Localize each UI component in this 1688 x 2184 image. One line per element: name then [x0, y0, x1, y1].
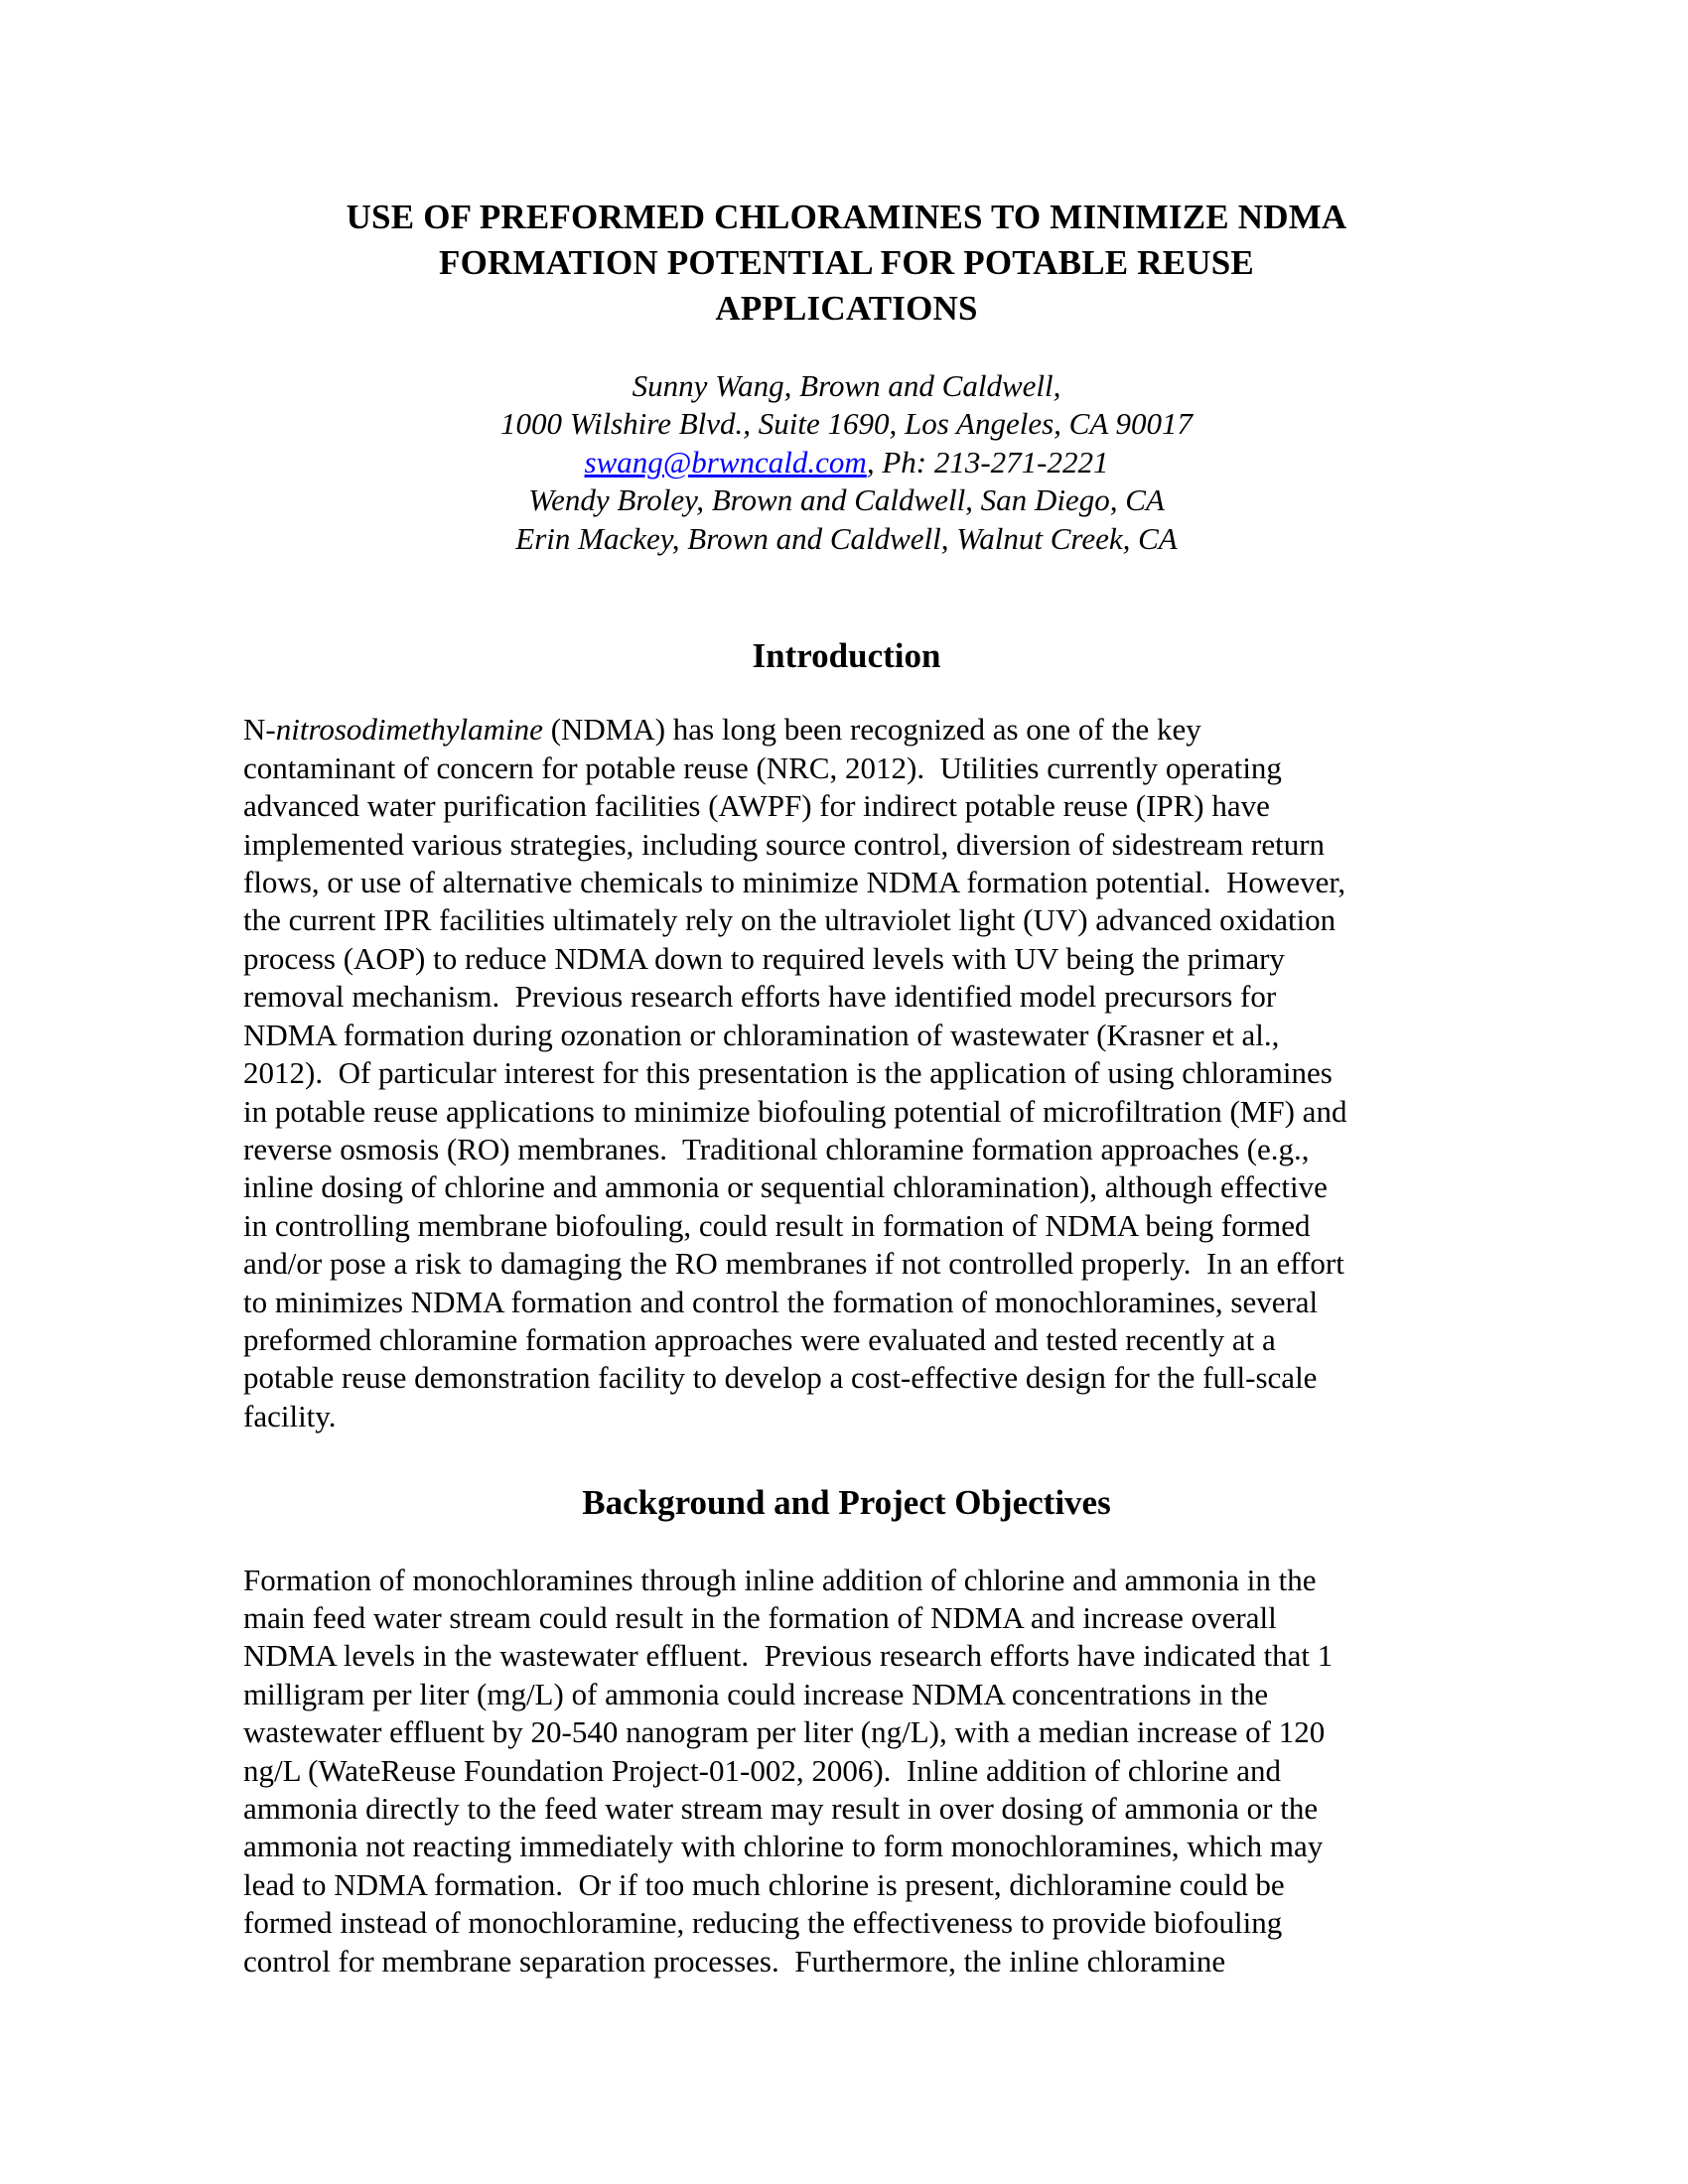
author-contact-line: [243, 444, 1450, 481]
email-link[interactable]: swang@brwncald.com: [584, 444, 867, 479]
paragraph-line: wastewater effluent by 20-540 nanogram per liter (ng/L), with a median increase of 120: [243, 1714, 1326, 1750]
paragraph-line: control for membrane separation processes. Furthermore, the inline chloramine: [243, 1943, 1226, 1979]
paragraph-line: ammonia not reacting immediately with chlorine to form monochloramines, which may: [243, 1829, 1324, 1864]
paragraph-line: potable reuse demonstration facility to develop a cost-effective design for the full-scale: [243, 1360, 1318, 1396]
paragraph-line: in controlling membrane biofouling, could result in formation of NDMA being formed: [243, 1207, 1311, 1243]
paragraph-line: process (AOP) to reduce NDMA down to required levels with UV being the primary: [243, 940, 1285, 976]
paragraph-line: in potable reuse applications to minimize biofouling potential of microfiltration (MF) and: [243, 1093, 1347, 1129]
paragraph-line: ammonia directly to the feed water stream may result in over dosing of ammonia or the: [243, 1791, 1319, 1826]
paper-title-line: APPLICATIONS: [715, 289, 978, 328]
italic-chemical-name: nitrosodimethylamine: [275, 712, 543, 748]
paragraph-line: contaminant of concern for potable reuse (NRC, 2012). Utilities currently operating: [243, 750, 1282, 785]
paragraph-line: [243, 711, 1450, 749]
paragraph-line: milligram per liter (mg/L) of ammonia could increase NDMA concentrations in the: [243, 1676, 1269, 1711]
section-heading-background: Background and Project Objectives: [582, 1483, 1111, 1523]
paragraph-line: inline dosing of chlorine and ammonia or sequential chloramination), although effective: [243, 1169, 1328, 1205]
phone-text: , Ph: 213-271-2221: [866, 444, 1109, 479]
paper-title-line: FORMATION POTENTIAL FOR POTABLE REUSE: [439, 243, 1254, 282]
paragraph-line: NDMA formation during ozonation or chloramination of wastewater (Krasner et al.,: [243, 1017, 1280, 1052]
author-name-line: Wendy Broley, Brown and Caldwell, San Diego, CA: [528, 482, 1165, 518]
paper-title-line: USE OF PREFORMED CHLORAMINES TO MINIMIZE NDMA: [346, 198, 1347, 236]
paragraph-line: advanced water purification facilities (AWPF) for indirect potable reuse (IPR) have: [243, 788, 1270, 824]
paragraph-line: 2012). Of particular interest for this presentation is the application of using chloramines: [243, 1055, 1333, 1091]
paragraph-line: facility.: [243, 1398, 337, 1433]
paragraph-line: reverse osmosis (RO) membranes. Traditional chloramine formation approaches (e.g.,: [243, 1131, 1310, 1166]
paragraph-line: to minimizes NDMA formation and control the formation of monochloramines, several: [243, 1284, 1319, 1319]
author-name-line: Sunny Wang, Brown and Caldwell,: [632, 368, 1061, 403]
background-paragraph: [243, 1562, 1450, 1980]
author-address-line: 1000 Wilshire Blvd., Suite 1690, Los Angeles, CA 90017: [500, 406, 1193, 442]
paragraph-line: Formation of monochloramines through inline addition of chlorine and ammonia in the: [243, 1562, 1317, 1597]
introduction-paragraph-lines: [243, 750, 1450, 1435]
paragraph-line: removal mechanism. Previous research efforts have identified model precursors for: [243, 979, 1277, 1015]
paper-title: [243, 195, 1450, 332]
author-block: [243, 367, 1450, 558]
paragraph-line: implemented various strategies, including source control, diversion of sidestream return: [243, 826, 1326, 862]
paragraph-line: formed instead of monochloramine, reducing the effectiveness to provide biofouling: [243, 1905, 1283, 1941]
introduction-paragraph: [243, 711, 1450, 1435]
author-name-line: Erin Mackey, Brown and Caldwell, Walnut Creek, CA: [515, 520, 1178, 556]
text-run: (NDMA) has long been recognized as one of the key: [542, 712, 1201, 748]
paragraph-line: preformed chloramine formation approaches were evaluated and tested recently at a: [243, 1321, 1276, 1357]
paragraph-line: lead to NDMA formation. Or if too much chlorine is present, dichloramine could be: [243, 1866, 1285, 1902]
paragraph-line: flows, or use of alternative chemicals to minimize NDMA formation potential. However,: [243, 865, 1346, 900]
section-heading-introduction: Introduction: [752, 636, 941, 676]
paragraph-line: ng/L (WateReuse Foundation Project-01-002, 2006). Inline addition of chlorine and: [243, 1752, 1281, 1788]
page-content: [243, 0, 1450, 1980]
background-paragraph-lines: [243, 1562, 1450, 1980]
paragraph-line: the current IPR facilities ultimately rely on the ultraviolet light (UV) advanced oxidation: [243, 902, 1336, 938]
paragraph-line: NDMA levels in the wastewater effluent. Previous research efforts have indicated that 1: [243, 1638, 1334, 1674]
paragraph-line: main feed water stream could result in the formation of NDMA and increase overall: [243, 1599, 1277, 1635]
paragraph-line: and/or pose a risk to damaging the RO membranes if not controlled properly. In an effort: [243, 1246, 1344, 1282]
text-run: N-: [243, 712, 276, 748]
